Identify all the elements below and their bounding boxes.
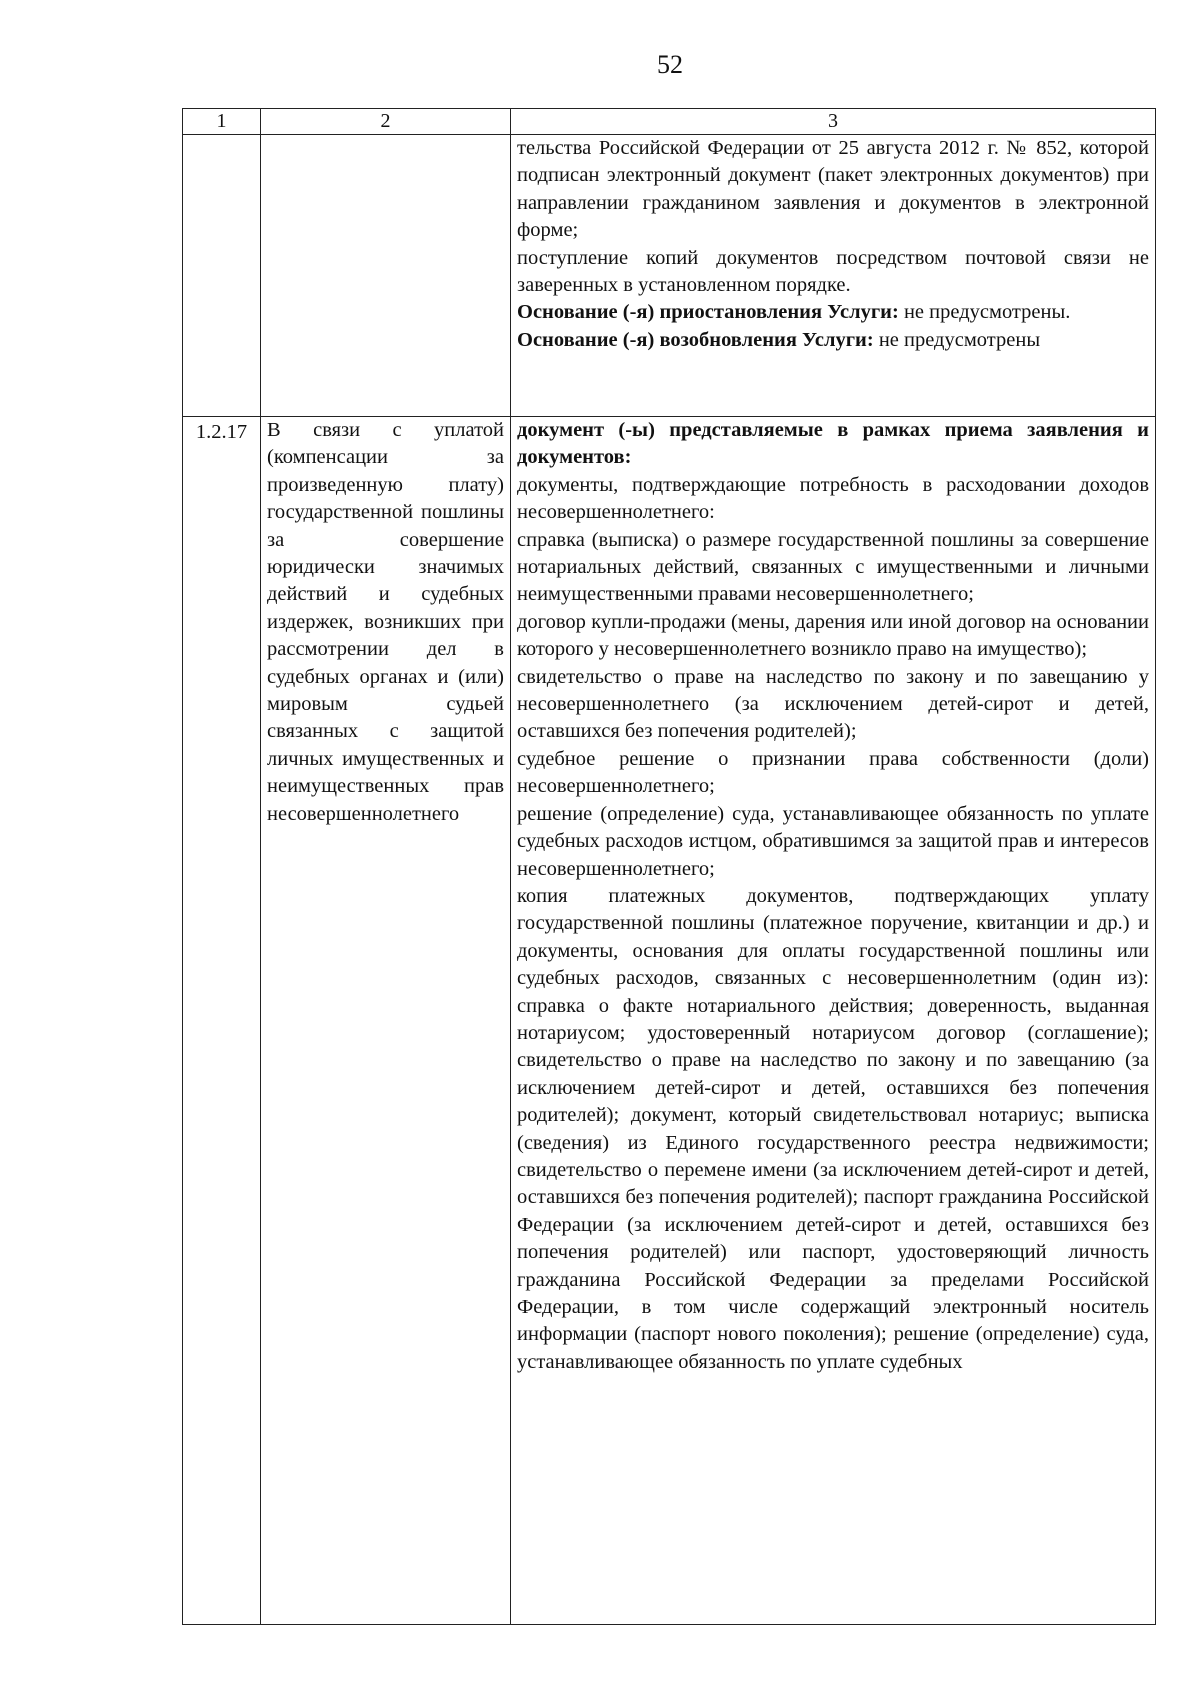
page-number: 52 bbox=[657, 50, 683, 79]
document-item: справка (выписка) о размере государственной пошлины за совершение нотариальных действий, связанных с имущественными и личными неимущественными правами несовершеннолетнего; bbox=[517, 528, 1149, 606]
suspension-label: Основание (-я) приостановления Услуги: bbox=[517, 301, 899, 324]
services-table bbox=[182, 108, 1156, 1625]
row1-paragraph: тельства Российской Федерации от 25 августа 2012 г. № 852, которой подписан электронный документ (пакет электронных документов) при направлении гражданином заявления и документов в электронной форме; bbox=[517, 137, 1149, 242]
table-row bbox=[183, 135, 1156, 417]
document-item: решение (определение) суда, устанавливающее обязанность по уплате судебных расходов истцом, обратившимся за защитой прав и интересов несовершеннолетнего; bbox=[517, 802, 1149, 880]
documents-heading: документ (-ы) представляемые в рамках приема заявления и документов: bbox=[517, 419, 1149, 469]
document-item: копия платежных документов, подтверждающих уплату государственной пошлины (платежное поручение, квитанции и др.) и документы, основания для оплаты государственной пошлины или судебных расходов, связанных с несовершеннолетним (один из): справка о факте нотариального действия; доверенность, выданная нотариусом; удостоверенный нотариусом договор (соглашение); свидетельство о праве на наследство по закону и по завещанию (за исключением детей-сирот и детей, оставшихся без попечения родителей); документ, который свидетельствовал нотариус; выписка (сведения) из Единого государственного реестра недвижимости; свидетельство о перемене имени (за исключением детей-сирот и детей, оставшихся без попечения родителей); паспорт гражданина Российской Федерации (за исключением детей-сирот и детей, оставшихся без попечения родителей) или паспорт, удостоверяющий личность гражданина Российской Федерации за пределами Российской Федерации, в том числе содержащий электронный носитель информации (паспорт нового поколения); решение (определение) суда, устанавливающее обязанность по уплате судебных bbox=[517, 884, 1149, 1373]
table-header-row bbox=[183, 109, 1156, 135]
header-col-2: 2 bbox=[261, 109, 511, 135]
header-col-1: 1 bbox=[183, 109, 261, 135]
document-item: договор купли-продажи (мены, дарения или иной договор на основании которого у несовершеннолетнего возникло право на имущество); bbox=[517, 610, 1149, 661]
row1-paragraph: поступление копий документов посредством почтовой связи не заверенных в установленном порядке. bbox=[517, 246, 1149, 297]
suspension-grounds bbox=[517, 299, 1149, 326]
table-row bbox=[183, 417, 1156, 1625]
row1-content-cell bbox=[511, 135, 1156, 417]
resumption-value: не предусмотрены bbox=[873, 328, 1041, 351]
suspension-value: не предусмотрены. bbox=[898, 301, 1071, 324]
row1-description-cell bbox=[261, 135, 511, 417]
document-item: судебное решение о признании права собственности (доли) несовершеннолетнего; bbox=[517, 747, 1149, 798]
resumption-grounds bbox=[517, 327, 1149, 354]
document-item: документы, подтверждающие потребность в расходовании доходов несовершеннолетнего: bbox=[517, 473, 1149, 524]
row2-content-cell bbox=[511, 417, 1156, 1625]
document-item: свидетельство о праве на наследство по закону и по завещанию у несовершеннолетнего (за исключением детей-сирот и детей, оставшихся без попечения родителей); bbox=[517, 665, 1149, 743]
resumption-label: Основание (-я) возобновления Услуги: bbox=[517, 328, 874, 351]
row1-number-cell bbox=[183, 135, 261, 417]
row2-number-cell: 1.2.17 bbox=[183, 417, 261, 1625]
row2-description-cell: В связи с уплатой (компенсации за произведенную плату) государственной пошлины за совершение юридически значимых действий и судебных издержек, возникших при рассмотрении дел в судебных органах и (или) мировым судьей связанных с защитой личных имущественных и неимущественных прав несовершеннолетнего bbox=[261, 417, 511, 1625]
header-col-3: 3 bbox=[511, 109, 1156, 135]
